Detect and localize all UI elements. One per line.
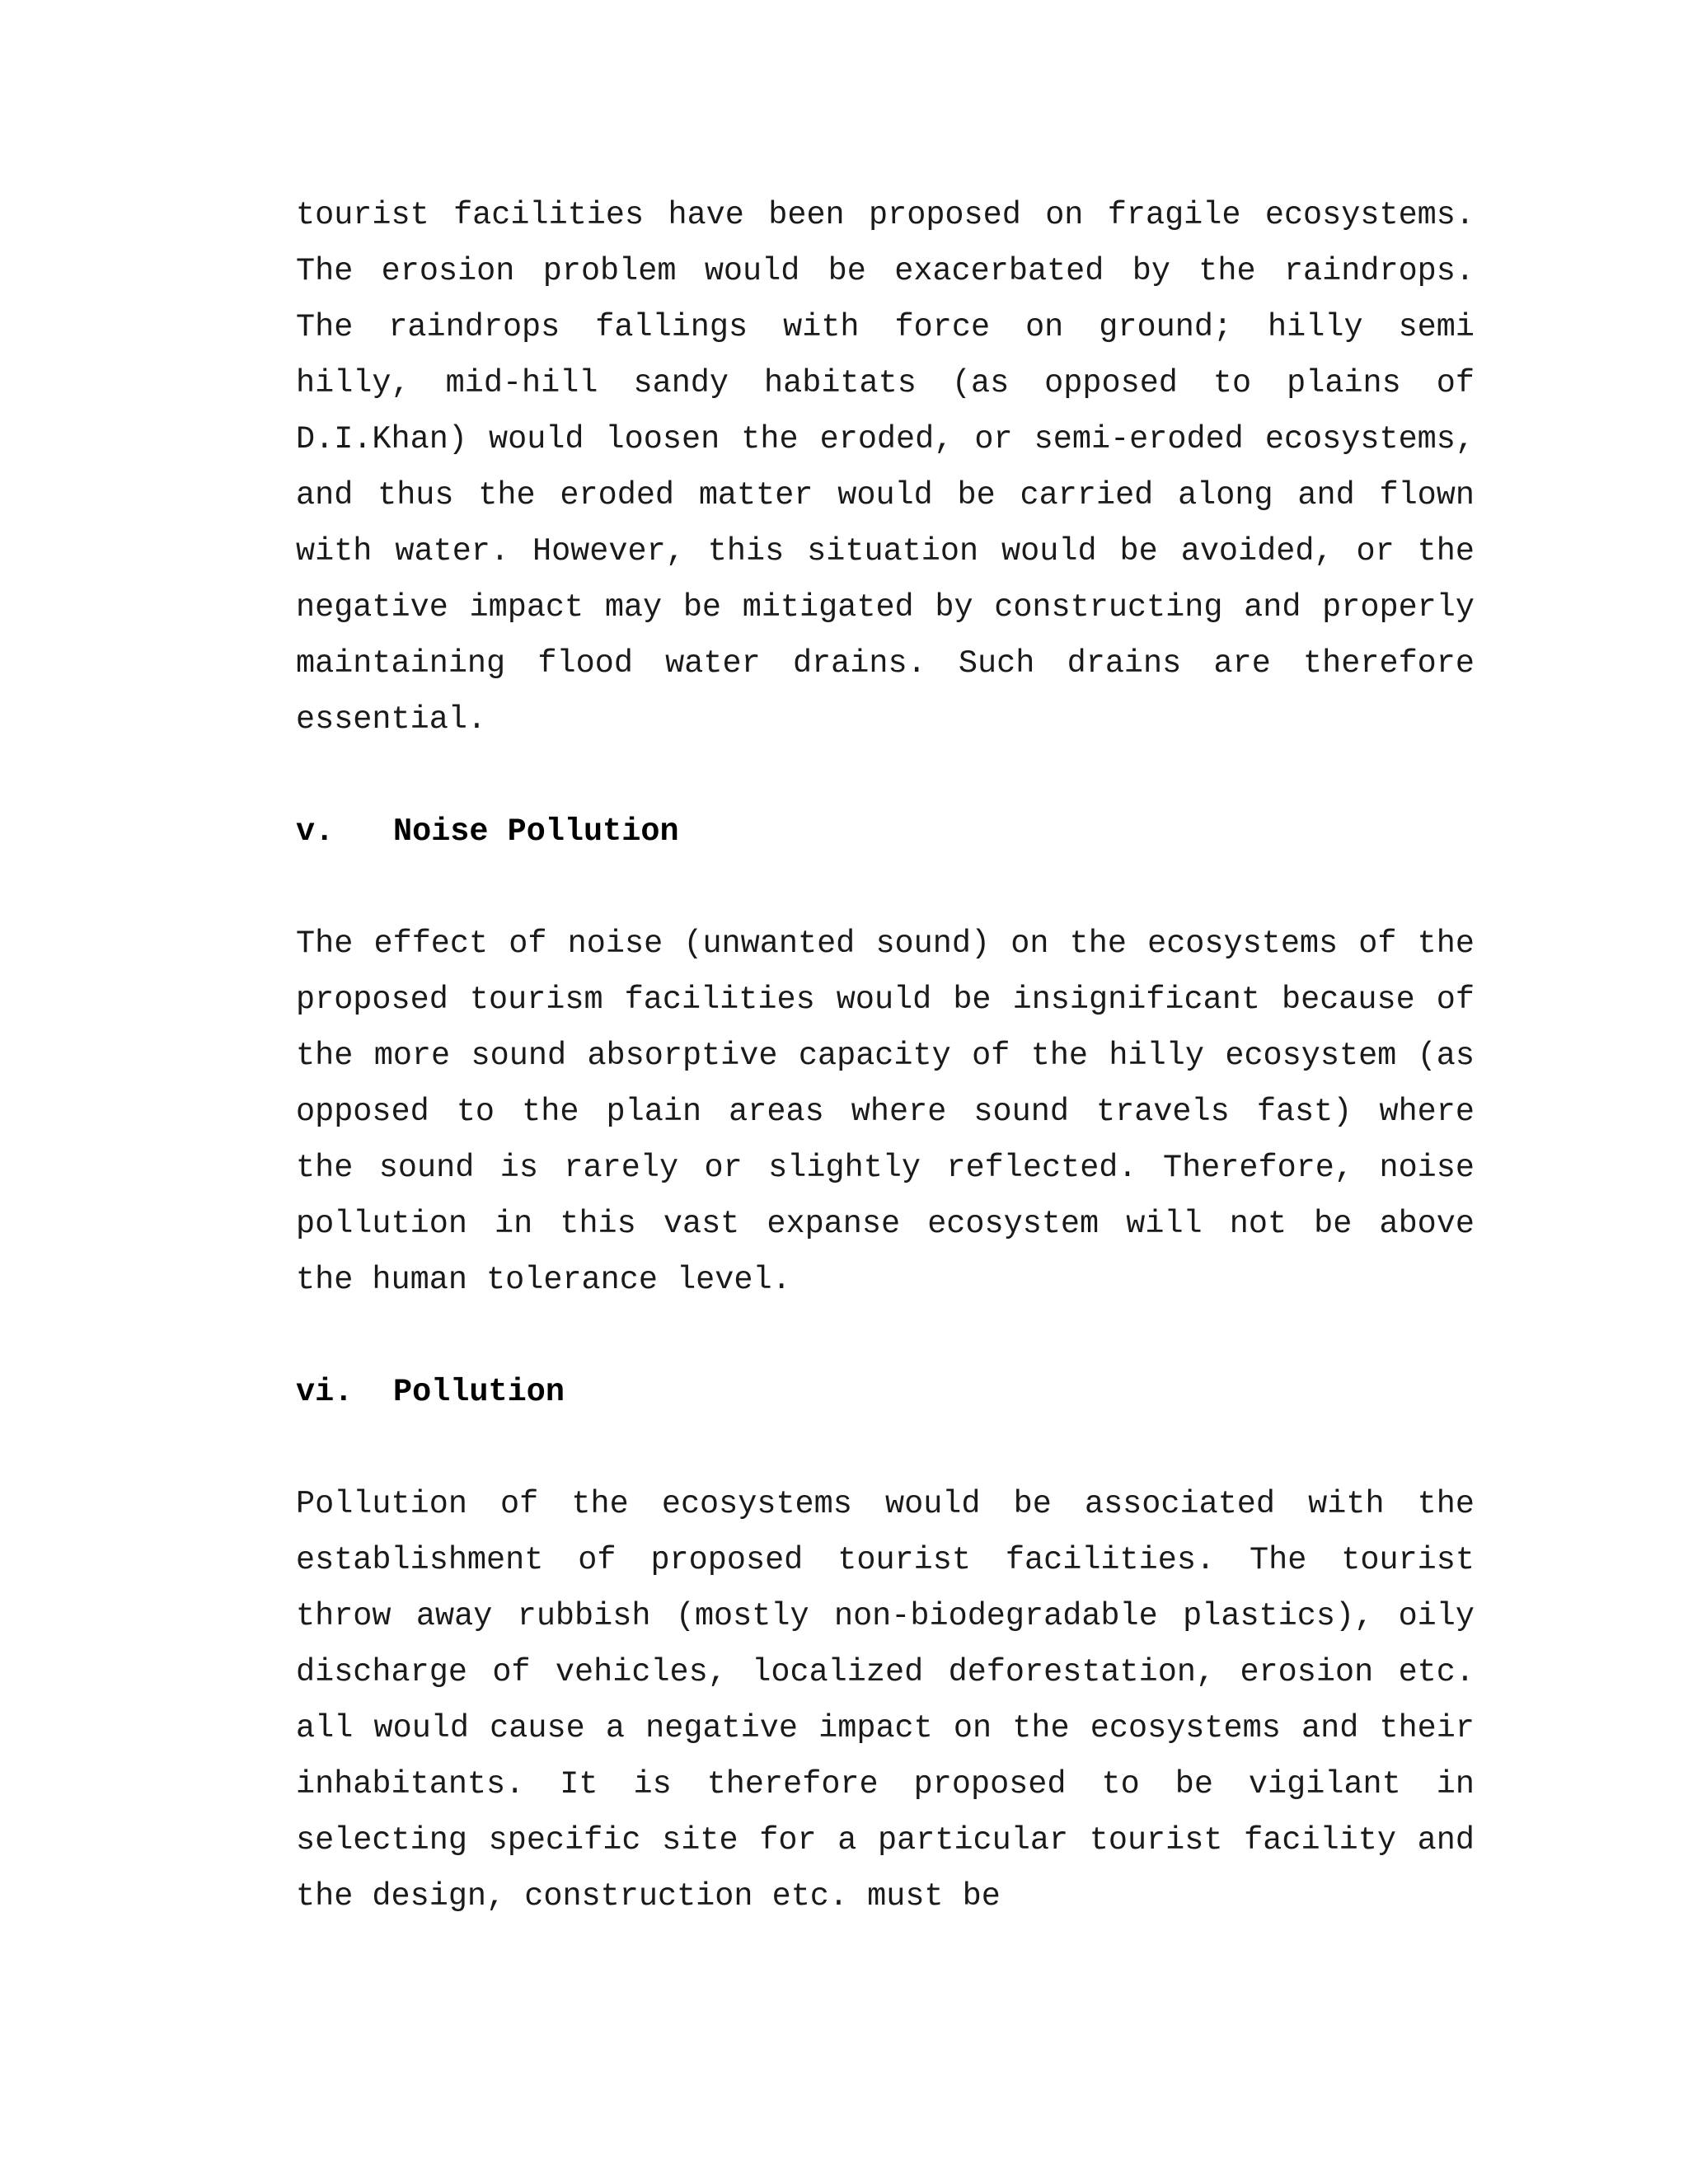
page-body xyxy=(296,187,1475,1924)
section-title: Noise Pollution xyxy=(393,813,679,850)
paragraph-noise: The effect of noise (unwanted sound) on the ecosystems of the proposed tourism facilities would be insignificant because of the more sound absorptive capacity of the hilly ecosystem (as opposed to the plain areas where sound travels fast) where the sound is rarely or slightly reflected. Therefore, noise pollution in this vast expanse ecosystem will not be above the human tolerance level. xyxy=(296,926,1475,1298)
section-heading-noise-pollution xyxy=(296,804,1475,860)
spacer xyxy=(296,860,1475,916)
section-number: vi. xyxy=(296,1374,354,1410)
section-heading-pollution xyxy=(296,1364,1475,1420)
spacer xyxy=(296,1308,1475,1364)
spacer xyxy=(296,748,1475,804)
section-number: v. xyxy=(296,813,335,850)
paragraph-pollution: Pollution of the ecosystems would be associated with the establishment of proposed tourist facilities. The tourist throw away rubbish (mostly non-biodegradable plastics), oily discharge of vehicles, localized deforestation, erosion etc. all would cause a negative impact on the ecosystems and their inhabitants. It is therefore proposed to be vigilant in selecting specific site for a particular tourist facility and the design, construction etc. must be xyxy=(296,1486,1475,1915)
section-title: Pollution xyxy=(393,1374,565,1410)
spacer xyxy=(296,1420,1475,1476)
paragraph-erosion: tourist facilities have been proposed on fragile ecosystems. The erosion problem would be exacerbated by the raindrops. The raindrops fallings with force on ground; hilly semi hilly, mid-hill sandy habitats (as opposed to plains of D.I.Khan) would loosen the eroded, or semi-eroded ecosystems, and thus the eroded matter would be carried along and flown with water. However, this situation would be avoided, or the negative impact may be mitigated by constructing and properly maintaining flood water drains. Such drains are therefore essential. xyxy=(296,197,1475,738)
